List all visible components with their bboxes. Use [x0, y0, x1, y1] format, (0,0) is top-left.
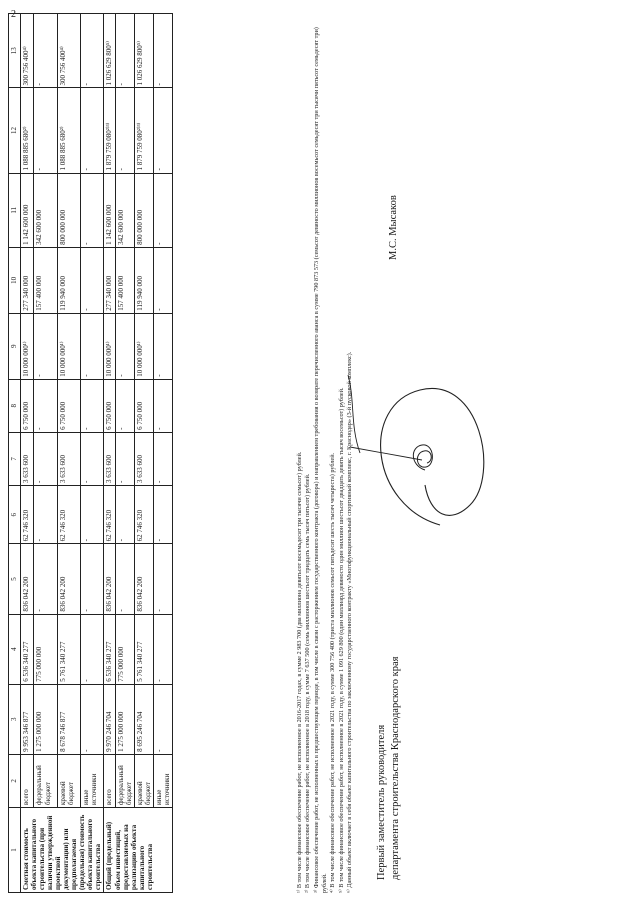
table-row — [34, 14, 57, 893]
funding-source-cell: иные источники — [81, 754, 104, 807]
col-header: 9 — [9, 313, 21, 379]
amount-cell: - — [34, 544, 57, 614]
handwritten-signature — [330, 355, 510, 565]
amount-cell: 62 746 320 — [104, 485, 115, 543]
amount-cell: - — [153, 247, 172, 313]
investment-table — [8, 13, 173, 893]
amount-cell: 8 695 246 704 — [134, 684, 153, 754]
amount-cell: 6 750 000 — [21, 379, 34, 432]
amount-cell: - — [153, 485, 172, 543]
signatory-title-line: департамента строительства Краснодарского края — [390, 656, 402, 880]
amount-cell: - — [115, 313, 134, 379]
amount-cell: 836 042 200 — [134, 544, 153, 614]
amount-cell: 277 340 000 — [104, 247, 115, 313]
amount-cell: - — [115, 544, 134, 614]
amount-cell: 1 142 600 000 — [21, 173, 34, 247]
amount-cell: 62 746 320 — [57, 485, 80, 543]
amount-cell: 1 142 600 000 — [104, 173, 115, 247]
col-header: 1 — [9, 807, 21, 892]
funding-source-cell: иные источники — [153, 754, 172, 807]
amount-cell: - — [81, 379, 104, 432]
amount-cell: 6 750 000 — [57, 379, 80, 432]
amount-cell: 157 400 000 — [34, 247, 57, 313]
amount-cell: 3 633 600 — [21, 432, 34, 485]
amount-cell: - — [81, 247, 104, 313]
amount-cell: 342 600 000 — [34, 173, 57, 247]
table-row — [21, 14, 34, 893]
amount-cell: - — [115, 485, 134, 543]
amount-cell: 775 000 000 — [115, 614, 134, 684]
column-number-row — [9, 14, 21, 893]
amount-cell: - — [153, 614, 172, 684]
col-header: 4 — [9, 614, 21, 684]
funding-source-cell: федеральный бюджет — [115, 754, 134, 807]
amount-cell: - — [153, 313, 172, 379]
amount-cell: - — [115, 88, 134, 173]
amount-cell: 1 879 759 080²⁾³⁾ — [134, 88, 153, 173]
signatory-name: М.С. Мысаков — [388, 195, 399, 260]
amount-cell: 3 633 600 — [134, 432, 153, 485]
amount-cell: - — [81, 485, 104, 543]
amount-cell: 10 000 000¹⁾ — [104, 313, 115, 379]
col-header: 2 — [9, 754, 21, 807]
amount-cell: - — [153, 379, 172, 432]
amount-cell: 300 756 400⁴⁾ — [21, 14, 34, 89]
amount-cell: 6 750 000 — [134, 379, 153, 432]
amount-cell: 8 678 746 877 — [57, 684, 80, 754]
amount-cell: 5 761 340 277 — [134, 614, 153, 684]
amount-cell: 1 088 885 680²⁾ — [21, 88, 34, 173]
amount-cell: 3 633 600 — [104, 432, 115, 485]
amount-cell: 9 953 346 877 — [21, 684, 34, 754]
row-group-label: Сметная стоимость объекта капитального строительства (при наличии утвержденной проектной документации) или предполагаемая (предельная) стоимость объекта капитального строительства — [21, 807, 104, 892]
table-row — [104, 14, 115, 893]
amount-cell: - — [81, 88, 104, 173]
amount-cell: - — [81, 313, 104, 379]
amount-cell: - — [34, 88, 57, 173]
footnote: ¹⁾ В том числе финансовое обеспечение работ, не исполненное в 2016-2017 годах, в сумме 2 983 700 (два миллиона девятьсот восемьдесят три тысячи семьсот) рублей. — [296, 451, 303, 893]
amount-cell: - — [115, 432, 134, 485]
page-number: 2 — [11, 9, 16, 20]
amount-cell: - — [34, 485, 57, 543]
amount-cell: 6 536 340 277 — [104, 614, 115, 684]
funding-source-cell: всего — [104, 754, 115, 807]
amount-cell: 300 756 400⁴⁾ — [57, 14, 80, 89]
table-row — [57, 14, 80, 893]
amount-cell: 836 042 200 — [57, 544, 80, 614]
amount-cell: - — [34, 379, 57, 432]
amount-cell: 10 000 000¹⁾ — [21, 313, 34, 379]
amount-cell: 119 940 000 — [57, 247, 80, 313]
amount-cell: 800 000 000 — [57, 173, 80, 247]
signatory-title-line: Первый заместитель руководителя — [376, 724, 387, 880]
funding-source-cell: краевой бюджет — [57, 754, 80, 807]
table-row — [115, 14, 134, 893]
footnote: ⁴⁾ В том числе финансовое обеспечение работ, не исполненное в 2021 году, в сумме 300 756 400 (триста миллионов семьсот пятьдесят шесть тысяч четыреста) рублей. — [329, 452, 337, 893]
col-header: 6 — [9, 485, 21, 543]
amount-cell: - — [153, 432, 172, 485]
footnote: ³⁾ Финансовое обеспечение работ, не исполненных в предшествующем периоде, в том числе в связи с расторжением государственного контракта (договора) и направлением требования о возврате перечисленного аванса в сумме 790 873 573 (семьсот девяносто миллионов восемьсот семьдесят три тысячи пятьсот семьдесят три) рублей. — [312, 27, 329, 893]
footnote: ²⁾ В том числе финансовое обеспечение работ, не исполненное в 2018 году, в сумме 7 637 500 (семь миллионов шестьсот тридцать семь тысяч пятьсот) рублей. — [304, 473, 312, 893]
amount-cell: 6 536 340 277 — [21, 614, 34, 684]
table-row — [153, 14, 172, 893]
amount-cell: 1 275 000 000 — [115, 684, 134, 754]
col-header: 11 — [9, 173, 21, 247]
amount-cell: 342 600 000 — [115, 173, 134, 247]
amount-cell: - — [81, 14, 104, 89]
amount-cell: - — [81, 432, 104, 485]
amount-cell: - — [81, 544, 104, 614]
amount-cell: 9 970 246 704 — [104, 684, 115, 754]
amount-cell: 157 400 000 — [115, 247, 134, 313]
col-header: 5 — [9, 544, 21, 614]
amount-cell: 1 026 629 800⁵⁾ — [104, 14, 115, 89]
col-header: 8 — [9, 379, 21, 432]
amount-cell: 5 761 340 277 — [57, 614, 80, 684]
amount-cell: - — [34, 14, 57, 89]
amount-cell: - — [115, 379, 134, 432]
col-header: 3 — [9, 684, 21, 754]
amount-cell: 277 340 000 — [21, 247, 34, 313]
amount-cell: 10 000 000¹⁾ — [134, 313, 153, 379]
amount-cell: - — [81, 614, 104, 684]
funding-source-cell: всего — [21, 754, 34, 807]
amount-cell: - — [153, 173, 172, 247]
table-row — [81, 14, 104, 893]
funding-source-cell: федеральный бюджет — [34, 754, 57, 807]
amount-cell: - — [115, 14, 134, 89]
amount-cell: 800 000 000 — [134, 173, 153, 247]
footnote: ⁶⁾ Данный объект включает в себя объект капитального строительства по заключенному государственного контракту «Многофункциональный спортивный комплекс, г. Краснодар» (3-й пусковой комплекс). — [346, 351, 354, 893]
amount-cell: 6 750 000 — [104, 379, 115, 432]
amount-cell: - — [153, 88, 172, 173]
amount-cell: 62 746 320 — [134, 485, 153, 543]
amount-cell: - — [153, 684, 172, 754]
amount-cell: 1 026 629 800⁵⁾ — [134, 14, 153, 89]
row-group-label: Общий (предельный) объем инвестиций, предоставляемых на реализацию объекта капитального строительства — [104, 807, 172, 892]
amount-cell: 775 000 000 — [34, 614, 57, 684]
amount-cell: 1 088 885 680²⁾ — [57, 88, 80, 173]
amount-cell: - — [153, 544, 172, 614]
amount-cell: 119 940 000 — [134, 247, 153, 313]
amount-cell: 62 746 320 — [21, 485, 34, 543]
amount-cell: - — [81, 173, 104, 247]
amount-cell: - — [34, 432, 57, 485]
col-header: 12 — [9, 88, 21, 173]
amount-cell: 1 275 000 000 — [34, 684, 57, 754]
amount-cell: 1 879 759 080²⁾³⁾ — [104, 88, 115, 173]
amount-cell: - — [81, 684, 104, 754]
amount-cell: 836 042 200 — [21, 544, 34, 614]
col-header: 13 — [9, 14, 21, 89]
amount-cell: - — [153, 14, 172, 89]
col-header: 10 — [9, 247, 21, 313]
amount-cell: 836 042 200 — [104, 544, 115, 614]
funding-source-cell: краевой бюджет — [134, 754, 153, 807]
col-header: 7 — [9, 432, 21, 485]
amount-cell: - — [34, 313, 57, 379]
table-row — [134, 14, 153, 893]
footnote: ⁵⁾ В том числе финансовое обеспечение работ, не исполненное в 2021 году, в сумме 1 091 629 800 (один миллиард девяносто один миллион шестьсот двадцать девять тысяч восемьсот) рублей. — [337, 387, 345, 893]
signatory-title — [375, 657, 403, 880]
amount-cell: 10 000 000¹⁾ — [57, 313, 80, 379]
amount-cell: 3 633 600 — [57, 432, 80, 485]
